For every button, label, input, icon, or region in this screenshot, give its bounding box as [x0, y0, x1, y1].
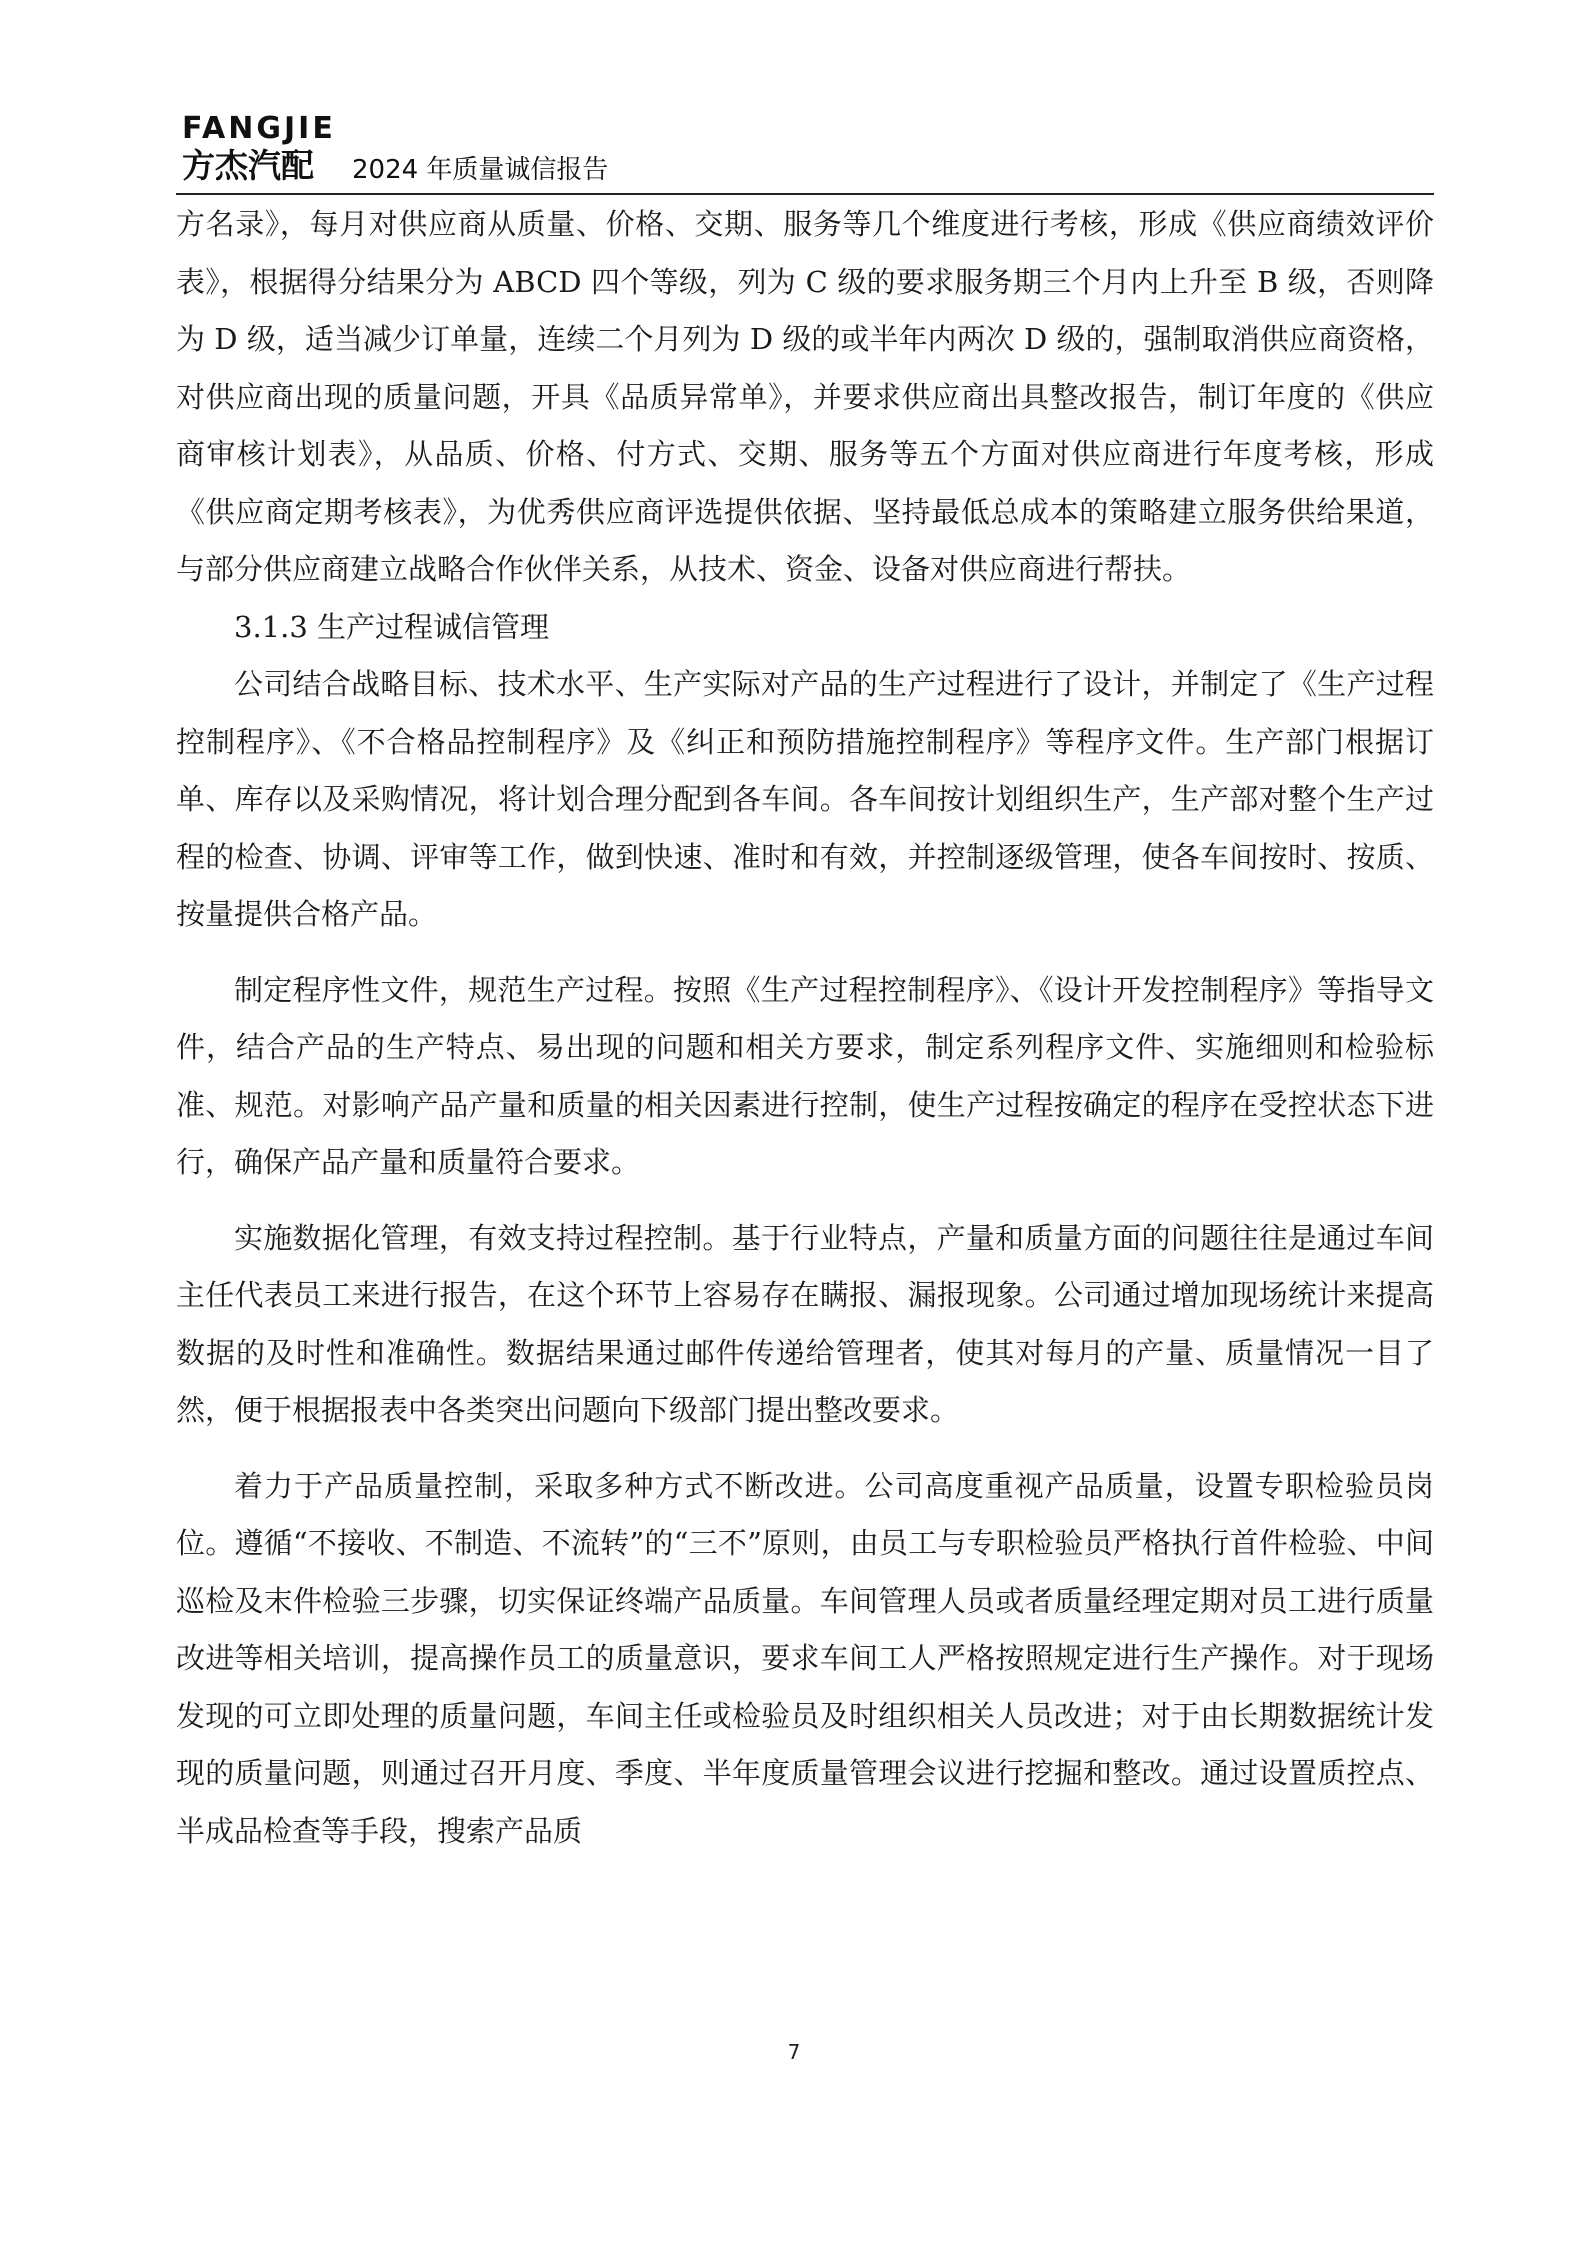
page-content — [176, 196, 1434, 1860]
paragraph-supplier-continuation: 方名录》，每月对供应商从质量、价格、交期、服务等几个维度进行考核，形成《供应商绩效评价表》，根据得分结果分为 ABCD 四个等级，列为 C 级的要求服务期三个月内上升至 B 级，否则降为 D 级，适当减少订单量，连续二个月列为 D 级的或半年内两次 D 级的，强制取消供应商资格，对供应商出现的质量问题，开具《品质异常单》，并要求供应商出具整改报告，制订年度的《供应商审核计划表》，从品质、价格、付方式、交期、服务等五个方面对供应商进行年度考核，形成《供应商定期考核表》，为优秀供应商评选提供依据、坚持最低总成本的策略建立服务供给果道，与部分供应商建立战略合作伙伴关系，从技术、资金、设备对供应商进行帮扶。 — [176, 207, 1434, 586]
report-title: 2024 年质量诚信报告 — [352, 155, 609, 185]
logo-english: FANGJIE — [182, 111, 336, 146]
section-heading: 3.1.3 生产过程诚信管理 — [234, 609, 550, 644]
paragraph-procedure-documents: 制定程序性文件，规范生产过程。按照《生产过程控制程序》、《设计开发控制程序》等指导文件，结合产品的生产特点、易出现的问题和相关方要求，制定系列程序文件、实施细则和检验标准、规范。对影响产品产量和质量的相关因素进行控制，使生产过程按确定的程序在受控状态下进行，确保产品产量和质量符合要求。 — [176, 972, 1434, 1179]
header-divider — [176, 193, 1434, 195]
logo-chinese: 方杰汽配 — [182, 146, 314, 185]
company-logo — [182, 112, 352, 186]
page-number: 7 — [787, 2040, 801, 2064]
paragraph-data-management: 实施数据化管理，有效支持过程控制。基于行业特点，产量和质量方面的问题往往是通过车间主任代表员工来进行报告，在这个环节上容易存在瞒报、漏报现象。公司通过增加现场统计来提高数据的及时性和准确性。数据结果通过邮件传递给管理者，使其对每月的产量、质量情况一目了然，便于根据报表中各类突出问题向下级部门提出整改要求。 — [176, 1220, 1434, 1427]
paragraph-process-design: 公司结合战略目标、技术水平、生产实际对产品的生产过程进行了设计，并制定了《生产过程控制程序》、《不合格品控制程序》及《纠正和预防措施控制程序》等程序文件。生产部门根据订单、库存以及采购情况，将计划合理分配到各车间。各车间按计划组织生产，生产部对整个生产过程的检查、协调、评审等工作，做到快速、准时和有效，并控制逐级管理，使各车间按时、按质、按量提供合格产品。 — [176, 667, 1434, 931]
paragraph-quality-control: 着力于产品质量控制，采取多种方式不断改进。公司高度重视产品质量，设置专职检验员岗位。遵循“不接收、不制造、不流转”的“三不”原则，由员工与专职检验员严格执行首件检验、中间巡检及末件检验三步骤，切实保证终端产品质量。车间管理人员或者质量经理定期对员工进行质量改进等相关培训，提高操作员工的质量意识，要求车间工人严格按照规定进行生产操作。对于现场发现的可立即处理的质量问题，车间主任或检验员及时组织相关人员改进；对于由长期数据统计发现的质量问题，则通过召开月度、季度、半年度质量管理会议进行挖掘和整改。通过设置质控点、半成品检查等手段，搜索产品质 — [176, 1468, 1434, 1848]
